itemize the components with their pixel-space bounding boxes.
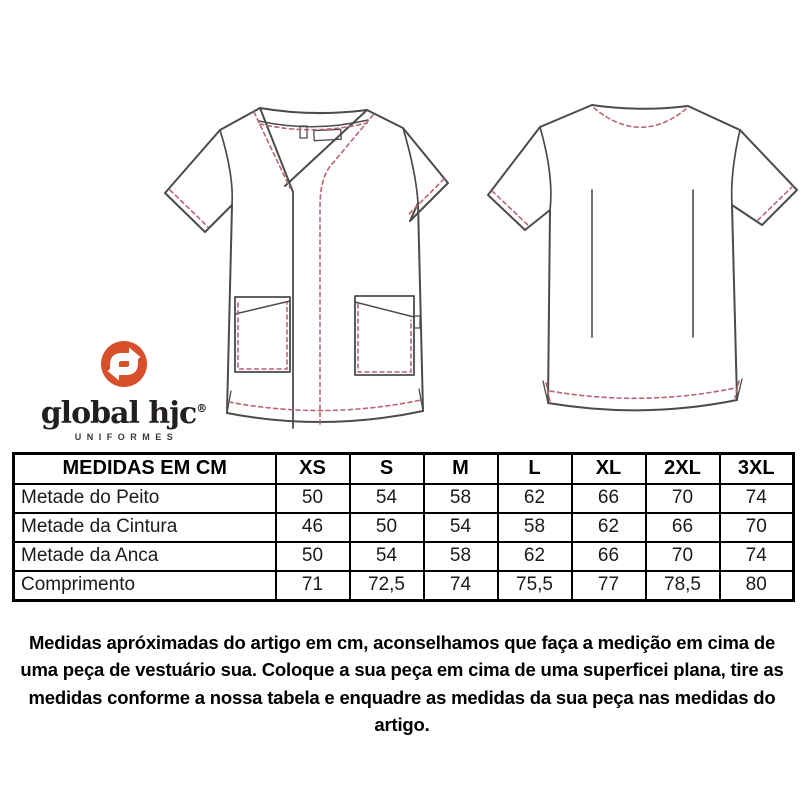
front-right-pocket [355, 296, 414, 375]
back-left-armhole [540, 127, 551, 210]
back-hem-stitch [550, 388, 735, 398]
front-neck-top-line [260, 108, 367, 113]
cell-value: 62 [498, 484, 572, 513]
cell-value: 50 [276, 542, 350, 571]
brand-name: global hjc® [40, 396, 208, 431]
front-neck-label [314, 129, 341, 140]
front-left-pocket-stitch [238, 303, 287, 369]
cell-value: 70 [720, 513, 794, 542]
back-neck-line [592, 105, 688, 109]
back-left-sleeve-outline [488, 105, 592, 230]
cell-value: 54 [424, 513, 498, 542]
back-right-sleeve-hem-stitch [758, 186, 793, 220]
exchange-arrows-icon [98, 338, 150, 390]
front-vneck-left-line [260, 108, 293, 192]
size-table [12, 452, 795, 602]
cell-value: 80 [720, 571, 794, 601]
cell-value: 78,5 [646, 571, 720, 601]
col-header-m: M [424, 454, 498, 485]
row-label: Metade do Peito [14, 484, 276, 513]
front-right-side-seam [418, 203, 423, 411]
front-right-armhole [403, 128, 418, 203]
cell-value: 77 [572, 571, 646, 601]
cell-value: 46 [276, 513, 350, 542]
back-hem-line [548, 400, 737, 410]
front-center-stitch [320, 115, 373, 424]
col-header-xs: XS [276, 454, 350, 485]
measurement-note: Medidas apróximadas do artigo em cm, aconselhamos que faça a medição em cima de uma peça de vestuário sua. Coloque a sua peça em cima de uma superficei plana, tire as medidas conforme a nossa tabela e enquadre as medidas da sua peça nas medidas do artigo. [20, 631, 784, 735]
cell-value: 62 [572, 513, 646, 542]
cell-value: 50 [350, 513, 424, 542]
cell-value: 58 [424, 484, 498, 513]
front-left-pocket-opening [235, 301, 290, 314]
cell-value: 66 [646, 513, 720, 542]
front-left-side-seam [227, 205, 232, 413]
cell-value: 75,5 [498, 571, 572, 601]
front-hem-line [227, 411, 423, 422]
front-left-armhole [220, 130, 232, 205]
col-header-s: S [350, 454, 424, 485]
col-header-measures: MEDIDAS EM CM [14, 454, 276, 485]
table-row-waist [14, 513, 794, 542]
table-row-length [14, 571, 794, 601]
front-right-sleeve-hem-stitch [407, 179, 444, 216]
cell-value: 70 [646, 484, 720, 513]
back-neck-stitch [594, 108, 686, 127]
table-row-hip [14, 542, 794, 571]
row-label: Metade da Anca [14, 542, 276, 571]
back-right-armhole [732, 130, 740, 205]
cell-value: 74 [424, 571, 498, 601]
front-right-sleeve-outline [367, 110, 448, 221]
size-table-header-row [14, 454, 794, 485]
col-header-3xl: 3XL [720, 454, 794, 485]
cell-value: 66 [572, 542, 646, 571]
cell-value: 72,5 [350, 571, 424, 601]
col-header-xl: XL [572, 454, 646, 485]
table-row-chest [14, 484, 794, 513]
back-left-sleeve-hem-stitch [492, 191, 529, 226]
cell-value: 71 [276, 571, 350, 601]
back-right-sleeve-outline [688, 106, 797, 225]
back-left-side-seam [548, 210, 550, 403]
registered-mark: ® [196, 402, 208, 415]
front-left-sleeve-hem-stitch [170, 190, 208, 227]
cell-value: 74 [720, 542, 794, 571]
cell-value: 58 [424, 542, 498, 571]
cell-value: 62 [498, 542, 572, 571]
cell-value: 70 [646, 542, 720, 571]
row-label: Comprimento [14, 571, 276, 601]
col-header-l: L [498, 454, 572, 485]
scrub-top-back-drawing [480, 88, 800, 428]
cell-value: 50 [276, 484, 350, 513]
col-header-2xl: 2XL [646, 454, 720, 485]
front-left-sleeve-outline [165, 108, 260, 232]
front-hem-stitch [229, 400, 421, 411]
cell-value: 74 [720, 484, 794, 513]
back-right-side-seam [732, 205, 737, 400]
cell-value: 58 [498, 513, 572, 542]
brand-logo [36, 338, 212, 442]
front-hanger-loop [300, 126, 307, 138]
cell-value: 54 [350, 542, 424, 571]
cell-value: 54 [350, 484, 424, 513]
row-label: Metade da Cintura [14, 513, 276, 542]
front-right-pocket-opening [355, 302, 414, 317]
brand-subtitle: UNIFORMES [74, 432, 179, 442]
cell-value: 66 [572, 484, 646, 513]
